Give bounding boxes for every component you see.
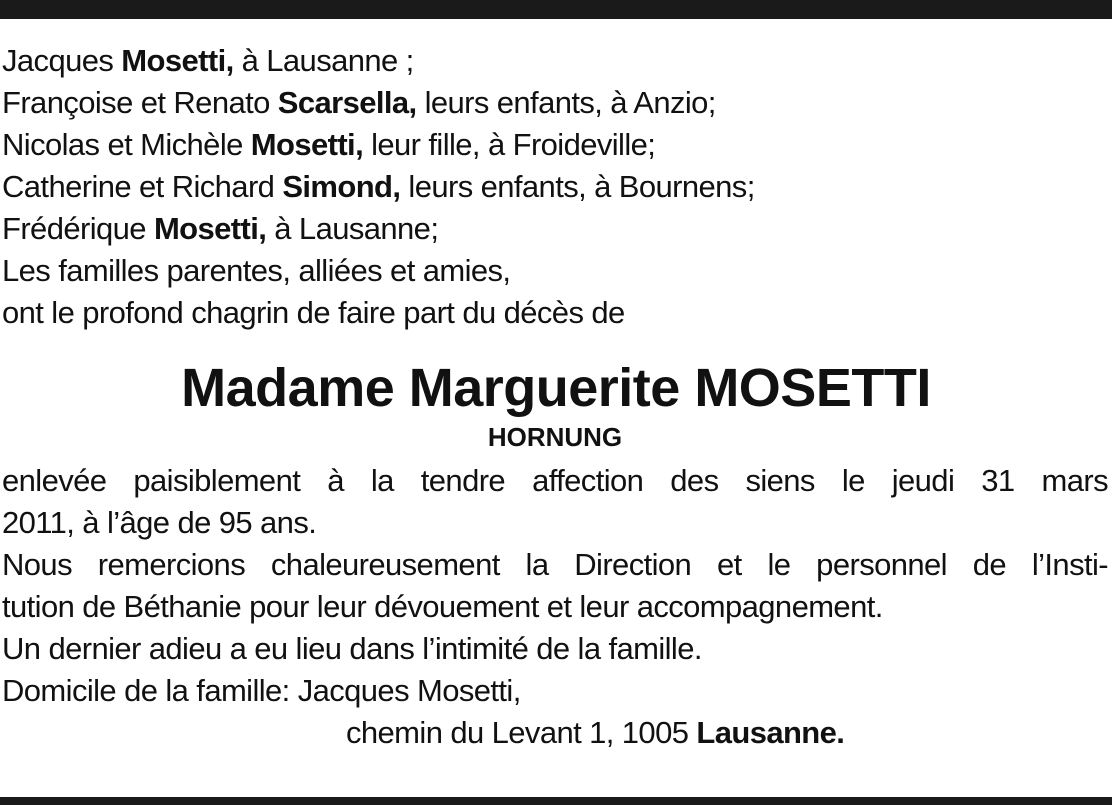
family-surname: Mosetti,	[250, 127, 364, 162]
family-surname: Simond,	[282, 169, 401, 204]
family-line-text: Jacques	[2, 43, 122, 78]
family-surname: Mosetti,	[153, 211, 267, 246]
announcement-line	[2, 292, 1108, 334]
bottom-rule	[0, 797, 1112, 805]
thanks-line: Nous remercions chaleureusement la Direction et le personnel de l’Insti-	[2, 547, 1108, 582]
passing-paragraph	[2, 460, 1108, 754]
family-line-text: à Lausanne ;	[233, 43, 414, 78]
family-line-text: Nicolas et Michèle	[2, 127, 251, 162]
family-line	[2, 250, 1108, 292]
top-rule	[0, 0, 1112, 19]
family-line	[2, 82, 1108, 124]
family-line-text: à Lausanne;	[266, 211, 439, 246]
thanks-line: tution de Béthanie pour leur dévouement et leur accompagnement.	[2, 589, 883, 624]
domicile-city: Lausanne.	[696, 715, 845, 750]
family-line	[2, 40, 1108, 82]
domicile-address-text: chemin du Levant 1, 1005	[346, 715, 697, 750]
family-surname: Scarsella,	[277, 85, 417, 120]
family-surname: Mosetti,	[121, 43, 234, 78]
domicile-line: Domicile de la famille: Jacques Mosetti,	[2, 673, 521, 708]
family-line-text: leurs enfants, à Anzio;	[416, 85, 716, 120]
family-line-text: Catherine et Richard	[2, 169, 283, 204]
announcement-text: ont le profond chagrin de faire part du décès de	[2, 295, 625, 330]
deceased-maiden-name: HORNUNG	[487, 422, 623, 452]
passing-line: 2011, à l’âge de 95 ans.	[2, 505, 317, 540]
domicile-address	[2, 712, 1108, 754]
family-line-text: Françoise et Renato	[2, 85, 278, 120]
family-line-text: Les familles parentes, alliées et amies,	[2, 253, 511, 288]
deceased-name: Madame Marguerite MOSETTI	[181, 358, 931, 418]
family-line-text: leur fille, à Froideville;	[363, 127, 656, 162]
obituary-notice	[2, 40, 1108, 754]
family-line	[2, 124, 1108, 166]
family-line-text: leurs enfants, à Bournens;	[400, 169, 755, 204]
passing-line: enlevée paisiblement à la tendre affection des siens le jeudi 31 mars	[2, 463, 1108, 498]
family-line-text: Frédérique	[2, 211, 154, 246]
family-line	[2, 166, 1108, 208]
farewell-line: Un dernier adieu a eu lieu dans l’intimité de la famille.	[2, 631, 702, 666]
family-line	[2, 208, 1108, 250]
